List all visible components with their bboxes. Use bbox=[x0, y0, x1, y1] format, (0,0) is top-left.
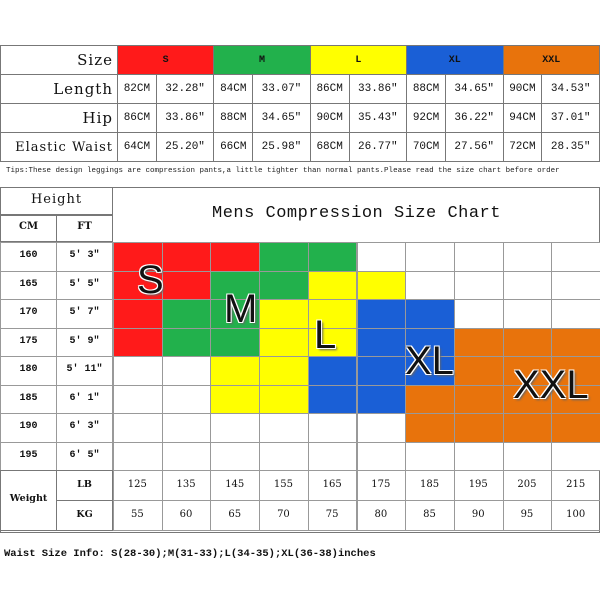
size-label: Size bbox=[1, 46, 118, 75]
table-cell: 92CM bbox=[407, 104, 446, 133]
grid-cell-empty bbox=[113, 413, 163, 443]
grid-cell-empty bbox=[308, 442, 358, 472]
grid-cell-s bbox=[162, 242, 212, 272]
grid-cell-m bbox=[308, 242, 358, 272]
grid-cell-xl bbox=[308, 385, 358, 415]
height-cm-value: 180 bbox=[19, 364, 38, 375]
size-table bbox=[0, 45, 600, 162]
weight-kg-value: 90 bbox=[471, 509, 485, 520]
grid-cell-xl bbox=[357, 385, 407, 415]
grid-cell-empty bbox=[308, 413, 358, 443]
grid-cell-m bbox=[259, 271, 309, 301]
height-cm-value: 160 bbox=[19, 250, 38, 261]
grid-cell-s bbox=[113, 328, 163, 358]
table-cell: 33.07" bbox=[253, 75, 311, 104]
weight-kg-value: 75 bbox=[325, 509, 339, 520]
big-label-xl: XL bbox=[405, 339, 454, 383]
table-cell: 33.86" bbox=[349, 75, 407, 104]
height-cm-value: 165 bbox=[19, 278, 38, 290]
grid-cell-empty bbox=[162, 356, 212, 386]
table-cell: 66CM bbox=[214, 133, 253, 162]
lb-label: LB bbox=[77, 479, 92, 490]
grid-cell-xxl bbox=[454, 385, 504, 415]
height-label: Height bbox=[30, 192, 83, 207]
length-row bbox=[1, 75, 600, 104]
grid-cell-empty bbox=[113, 385, 163, 415]
grid-cell-empty bbox=[454, 242, 504, 272]
waist-row bbox=[1, 133, 600, 162]
grid-cell-empty bbox=[503, 299, 553, 329]
table-cell: 28.35" bbox=[542, 133, 600, 162]
weight-kg-value: 85 bbox=[423, 509, 436, 520]
weight-kg-value: 60 bbox=[179, 509, 193, 520]
weight-lb-value: 215 bbox=[566, 479, 586, 490]
grid-cell-empty bbox=[551, 442, 600, 472]
ft-label: FT bbox=[77, 221, 92, 232]
waist-label: Elastic Waist bbox=[1, 133, 118, 162]
table-cell: 86CM bbox=[118, 104, 157, 133]
big-label-m: M bbox=[224, 287, 258, 331]
grid-cell-empty bbox=[113, 356, 163, 386]
grid-cell-empty bbox=[357, 242, 407, 272]
grid-cell-empty bbox=[503, 442, 553, 472]
weight-lb-value: 125 bbox=[127, 479, 147, 490]
weight-lb-value: 135 bbox=[176, 479, 196, 490]
table-cell: 34.53" bbox=[542, 75, 600, 104]
grid-cell-empty bbox=[162, 413, 212, 443]
grid-cell-empty bbox=[454, 271, 504, 301]
grid-cell-xl bbox=[308, 356, 358, 386]
grid-cell-s bbox=[210, 242, 260, 272]
hip-row bbox=[1, 104, 600, 133]
grid-cell-empty bbox=[405, 442, 455, 472]
grid-cell-empty bbox=[405, 271, 455, 301]
table-cell: 25.98" bbox=[253, 133, 311, 162]
table-cell: 33.86" bbox=[156, 104, 214, 133]
table-cell: 94CM bbox=[503, 104, 542, 133]
weight-lb-value: 165 bbox=[322, 479, 342, 490]
grid-cell-l bbox=[259, 385, 309, 415]
weight-lb-value: 175 bbox=[371, 479, 391, 490]
weight-kg-value: 65 bbox=[228, 509, 242, 520]
table-cell: 68CM bbox=[310, 133, 349, 162]
grid-cell-l bbox=[357, 271, 407, 301]
grid-cell-empty bbox=[454, 299, 504, 329]
grid-cell-empty bbox=[162, 442, 212, 472]
grid-cell-empty bbox=[259, 413, 309, 443]
grid-cell-l bbox=[210, 356, 260, 386]
weight-label: Weight bbox=[9, 493, 48, 504]
grid-cell-m bbox=[162, 299, 212, 329]
height-cm-value: 170 bbox=[19, 307, 38, 318]
grid-cell-l bbox=[259, 299, 309, 329]
table-cell: 36.22" bbox=[445, 104, 503, 133]
grid-cell-l bbox=[308, 271, 358, 301]
table-cell: 32.28" bbox=[156, 75, 214, 104]
grid-cell-xl bbox=[357, 356, 407, 386]
grid-cell-xl bbox=[357, 299, 407, 329]
table-cell: 88CM bbox=[407, 75, 446, 104]
grid-cell-l bbox=[210, 385, 260, 415]
weight-lb-value: 185 bbox=[419, 479, 440, 490]
table-cell: 34.65" bbox=[253, 104, 311, 133]
weight-lb-value: 145 bbox=[225, 479, 245, 490]
table-cell: 64CM bbox=[118, 133, 157, 162]
grid-cell-empty bbox=[503, 242, 553, 272]
grid-cell-empty bbox=[259, 442, 309, 472]
big-label-l: L bbox=[314, 313, 337, 357]
chart-title: Mens Compression Size Chart bbox=[212, 204, 501, 223]
height-ft-value: 6' 5" bbox=[69, 449, 100, 461]
grid-cell-empty bbox=[551, 271, 600, 301]
height-ft-value: 5' 9" bbox=[69, 335, 100, 347]
grid-cell-l bbox=[259, 356, 309, 386]
grid-cell-xxl bbox=[454, 356, 504, 386]
grid-cell-empty bbox=[551, 299, 600, 329]
grid-cell-xl bbox=[357, 328, 407, 358]
grid-cell-xl bbox=[405, 299, 455, 329]
height-cm-value: 190 bbox=[19, 421, 38, 432]
table-cell: 27.56" bbox=[445, 133, 503, 162]
weight-kg-value: 80 bbox=[374, 509, 388, 520]
cm-label: CM bbox=[18, 221, 39, 232]
grid-cell-m bbox=[162, 328, 212, 358]
grid-cell-xxl bbox=[454, 328, 504, 358]
grid-cell-empty bbox=[405, 242, 455, 272]
height-ft-value: 6' 1" bbox=[69, 392, 100, 404]
grid-cell-empty bbox=[210, 442, 260, 472]
waist-size-info: Waist Size Info: S(28-30);M(31-33);L(34-35);XL(36-38)inches bbox=[4, 548, 376, 560]
grid-cell-empty bbox=[357, 442, 407, 472]
grid-cell-empty bbox=[357, 413, 407, 443]
size-s-header: S bbox=[118, 46, 214, 75]
tips-text: Tips:These design leggings are compression pants,a little tighter than normal pants.Please read the size chart before order bbox=[6, 167, 560, 175]
weight-lb-value: 205 bbox=[517, 479, 537, 490]
big-label-xxl: XXL bbox=[513, 363, 589, 407]
table-cell: 25.20" bbox=[156, 133, 214, 162]
grid-cell-empty bbox=[503, 271, 553, 301]
size-m-header: M bbox=[214, 46, 310, 75]
grid-cell-m bbox=[259, 242, 309, 272]
grid-cell-l bbox=[259, 328, 309, 358]
height-cm-value: 175 bbox=[19, 335, 38, 347]
grid-cell-s bbox=[162, 271, 212, 301]
grid-cell-xxl bbox=[551, 413, 600, 443]
table-cell: 37.01" bbox=[542, 104, 600, 133]
weight-kg-value: 70 bbox=[277, 509, 290, 520]
weight-lb-value: 155 bbox=[273, 479, 293, 490]
big-label-s: S bbox=[137, 258, 164, 302]
grid-cell-empty bbox=[454, 442, 504, 472]
height-ft-value: 5' 11" bbox=[66, 364, 103, 375]
weight-kg-value: 95 bbox=[520, 509, 534, 520]
grid-cell-s bbox=[113, 299, 163, 329]
table-cell: 72CM bbox=[503, 133, 542, 162]
grid-cell-empty bbox=[210, 413, 260, 443]
height-cm-value: 195 bbox=[19, 449, 38, 461]
grid-cell-empty bbox=[162, 385, 212, 415]
grid-cell-xxl bbox=[551, 328, 600, 358]
weight-lb-value: 195 bbox=[468, 479, 488, 490]
table-cell: 34.65" bbox=[445, 75, 503, 104]
weight-kg-value: 55 bbox=[130, 509, 144, 520]
grid-cell-xxl bbox=[405, 413, 455, 443]
table-cell: 26.77" bbox=[349, 133, 407, 162]
table-cell: 86CM bbox=[310, 75, 349, 104]
length-label: Length bbox=[1, 75, 118, 104]
grid-cell-xxl bbox=[503, 328, 553, 358]
weight-kg-value: 100 bbox=[566, 509, 586, 520]
kg-label: KG bbox=[76, 509, 93, 520]
height-ft-value: 5' 3" bbox=[69, 250, 100, 261]
size-header-row bbox=[1, 46, 600, 75]
height-ft-value: 6' 3" bbox=[69, 421, 100, 432]
size-l-header: L bbox=[310, 46, 406, 75]
grid-cell-xxl bbox=[503, 413, 553, 443]
size-xxl-header: XXL bbox=[503, 46, 600, 75]
table-cell: 88CM bbox=[214, 104, 253, 133]
table-cell: 90CM bbox=[310, 104, 349, 133]
height-ft-value: 5' 5" bbox=[69, 278, 100, 290]
table-cell: 84CM bbox=[214, 75, 253, 104]
grid-cell-empty bbox=[551, 242, 600, 272]
size-xl-header: XL bbox=[407, 46, 503, 75]
grid-cell-xxl bbox=[454, 413, 504, 443]
table-cell: 70CM bbox=[407, 133, 446, 162]
grid-cell-empty bbox=[113, 442, 163, 472]
height-cm-value: 185 bbox=[19, 392, 38, 404]
grid-cell-xxl bbox=[405, 385, 455, 415]
height-ft-value: 5' 7" bbox=[69, 307, 100, 318]
table-cell: 35.43" bbox=[349, 104, 407, 133]
table-cell: 90CM bbox=[503, 75, 542, 104]
table-cell: 82CM bbox=[118, 75, 157, 104]
hip-label: Hip bbox=[1, 104, 118, 133]
